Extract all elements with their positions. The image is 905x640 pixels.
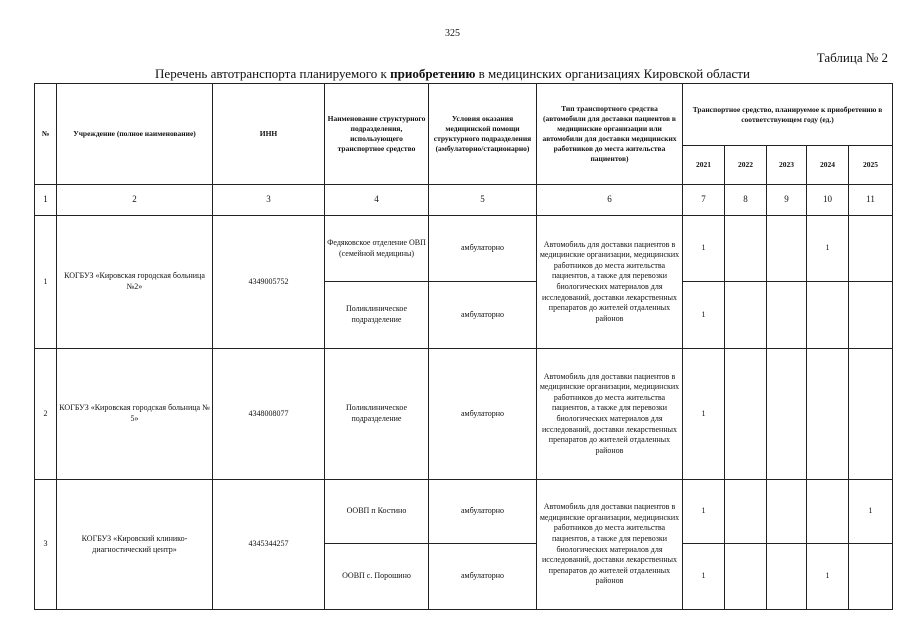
title-suffix: в медицинских организациях Кировской области bbox=[475, 66, 750, 81]
year-cell: 1 bbox=[683, 216, 725, 282]
year-cell bbox=[849, 349, 893, 480]
institution-name: КОГБУЗ «Кировская городская больница № 5» bbox=[57, 349, 213, 480]
year-cell: 1 bbox=[807, 216, 849, 282]
year-cell bbox=[725, 282, 767, 349]
year-cell bbox=[725, 216, 767, 282]
column-number: 1 bbox=[35, 185, 57, 216]
header-institution: Учреждение (полное наименование) bbox=[57, 84, 213, 185]
column-number: 7 bbox=[683, 185, 725, 216]
header-year: 2022 bbox=[725, 146, 767, 185]
year-cell: 1 bbox=[807, 544, 849, 610]
year-cell bbox=[767, 216, 807, 282]
year-cell: 1 bbox=[683, 480, 725, 544]
header-inn: ИНН bbox=[213, 84, 325, 185]
row-number: 1 bbox=[35, 216, 57, 349]
header-planned: Транспортное средство, планируемое к приобретению в соответствующем году (ед.) bbox=[683, 84, 893, 146]
header-year: 2021 bbox=[683, 146, 725, 185]
year-cell bbox=[767, 544, 807, 610]
page-number: 325 bbox=[445, 28, 460, 39]
column-number: 6 bbox=[537, 185, 683, 216]
vehicle-type: Автомобиль для доставки пациентов в медицинские организации, медицинских работников до места жительства пациентов, а также для перевозки биологических материалов для исследований, доставки лекарственных препаратов до жителей отдаленных районов bbox=[537, 480, 683, 610]
column-number: 2 bbox=[57, 185, 213, 216]
document-title bbox=[0, 66, 905, 82]
header-year: 2023 bbox=[767, 146, 807, 185]
header-conditions: Условия оказания медицинской помощи структурного подразделения (амбулаторно/стационарно) bbox=[429, 84, 537, 185]
table-row bbox=[35, 216, 893, 282]
inn-value: 4348008077 bbox=[213, 349, 325, 480]
institution-name: КОГБУЗ «Кировский клинико-диагностический центр» bbox=[57, 480, 213, 610]
year-cell bbox=[767, 282, 807, 349]
year-cell bbox=[807, 349, 849, 480]
table-row bbox=[35, 349, 893, 480]
inn-value: 4345344257 bbox=[213, 480, 325, 610]
year-cell bbox=[725, 480, 767, 544]
title-bold: приобретению bbox=[390, 66, 476, 81]
header-year: 2024 bbox=[807, 146, 849, 185]
unit-name: ООВП п Костино bbox=[325, 480, 429, 544]
column-number: 10 bbox=[807, 185, 849, 216]
row-number: 3 bbox=[35, 480, 57, 610]
unit-name: Поликлиническое подразделение bbox=[325, 282, 429, 349]
conditions-value: амбулаторно bbox=[429, 544, 537, 610]
column-number-row bbox=[35, 185, 893, 216]
table-caption: Таблица № 2 bbox=[816, 50, 888, 65]
vehicle-type: Автомобиль для доставки пациентов в медицинские организации, медицинских работников до места жительства пациентов, а также для перевозки биологических материалов для исследований, доставки лекарственных препаратов до жителей отдаленных районов bbox=[537, 216, 683, 349]
year-cell bbox=[849, 282, 893, 349]
unit-name: ООВП с. Порошино bbox=[325, 544, 429, 610]
column-number: 8 bbox=[725, 185, 767, 216]
vehicle-type: Автомобиль для доставки пациентов в медицинские организации, медицинских работников до места жительства пациентов, а также для перевозки биологических материалов для исследований, доставки лекарственных препаратов до жителей отдаленных районов bbox=[537, 349, 683, 480]
column-number: 4 bbox=[325, 185, 429, 216]
conditions-value: амбулаторно bbox=[429, 216, 537, 282]
unit-name: Федяковское отделение ОВП (семейной медицины) bbox=[325, 216, 429, 282]
transport-table bbox=[34, 83, 893, 610]
unit-name: Поликлиническое подразделение bbox=[325, 349, 429, 480]
year-cell bbox=[725, 544, 767, 610]
inn-value: 4349005752 bbox=[213, 216, 325, 349]
title-prefix: Перечень автотранспорта планируемого к bbox=[155, 66, 391, 81]
year-cell: 1 bbox=[683, 544, 725, 610]
table-row bbox=[35, 480, 893, 544]
column-number: 9 bbox=[767, 185, 807, 216]
year-cell bbox=[767, 349, 807, 480]
year-cell bbox=[767, 480, 807, 544]
conditions-value: амбулаторно bbox=[429, 480, 537, 544]
year-cell bbox=[807, 282, 849, 349]
row-number: 2 bbox=[35, 349, 57, 480]
year-cell bbox=[725, 349, 767, 480]
year-cell bbox=[849, 544, 893, 610]
year-cell: 1 bbox=[849, 480, 893, 544]
year-cell bbox=[807, 480, 849, 544]
column-number: 5 bbox=[429, 185, 537, 216]
year-cell: 1 bbox=[683, 282, 725, 349]
header-num: № bbox=[35, 84, 57, 185]
column-number: 3 bbox=[213, 185, 325, 216]
header-year: 2025 bbox=[849, 146, 893, 185]
year-cell: 1 bbox=[683, 349, 725, 480]
column-number: 11 bbox=[849, 185, 893, 216]
year-cell bbox=[849, 216, 893, 282]
conditions-value: амбулаторно bbox=[429, 282, 537, 349]
institution-name: КОГБУЗ «Кировская городская больница №2» bbox=[57, 216, 213, 349]
conditions-value: амбулаторно bbox=[429, 349, 537, 480]
header-vehicle-type: Тип транспортного средства (автомобили для доставки пациентов в медицинские организации или автомобили для доставки медицинских работников до места жительства пациентов) bbox=[537, 84, 683, 185]
header-unit: Наименование структурного подразделения, использующего транспортное средство bbox=[325, 84, 429, 185]
